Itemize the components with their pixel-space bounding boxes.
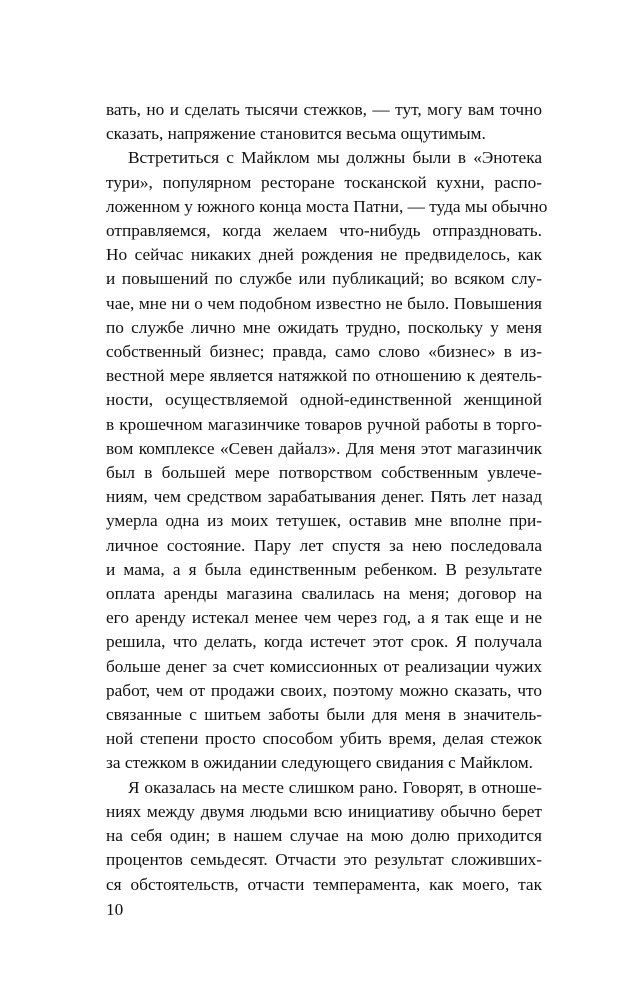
page-number: 10 [106,900,124,919]
text-line: решила, что делать, когда истечет этот срок. Я получала [106,632,542,652]
text-line: ниях между двумя людьми всю инициативу обычно берет [106,801,542,821]
text-line: Встретиться с Майклом мы должны были в «Энотека [128,148,542,168]
text-line: отправляемся, когда желаем что-нибудь отпраздновать. [106,221,542,241]
text-line: на себя один; в нашем случае на мою долю приходится [106,826,542,846]
text-line: ниям, чем средством зарабатывания денег. Пять лет назад [106,487,542,507]
text-line: и мама, а я была единственным ребенком. В результате [106,559,542,579]
text-line: за стежком в ожидании следующего свидания с Майклом. [106,753,533,773]
text-line: Но сейчас никаких дней рождения не предвиделось, как [106,245,542,265]
text-line: связанные с шитьем заботы были для меня в значитель- [106,705,542,725]
text-line: умерла одна из моих тетушек, оставив мне вполне при- [106,511,542,531]
text-line: Я оказалась на месте слишком рано. Говорят, в отноше- [128,777,542,797]
text-line: ложенном у южного конца моста Патни, — туда мы обычно [106,196,548,216]
text-line: личное состояние. Пару лет спустя за нею последовала [106,535,542,555]
text-line: ности, осуществляемой одной-единственной женщиной [106,390,542,410]
text-line: процентов семьдесят. Отчасти это результат сложивших- [106,850,542,870]
text-line: оплата аренды магазина свалилась на меня; договор на [106,584,542,604]
body-text [106,98,548,897]
text-line: ной степени просто способом убить время, делая стежок [106,729,542,749]
text-line: больше денег за счет комиссионных от реализации чужих [106,656,542,676]
text-line: его аренду истекал менее чем через год, а я так еще и не [106,608,542,628]
text-line: был в большей мере потворством собственным увлече- [106,463,542,483]
text-line: чае, мне ни о чем подобном известно не было. Повышения [106,293,542,313]
text-line: и повышений по службе или публикаций; во всяком слу- [106,269,542,289]
text-line: вать, но и сделать тысячи стежков, — тут, могу вам точно [106,100,542,119]
text-line: вестной мере является натяжкой по отношению к деятель- [106,366,542,386]
text-line: ся обстоятельств, отчасти темперамента, как моего, так [106,874,542,894]
text-line: работ, чем от продажи своих, поэтому можно сказать, что [106,680,542,700]
text-line: собственный бизнес; правда, само слово «бизнес» в из- [106,342,542,362]
text-line: тури», популярном ресторане тосканской кухни, распо- [106,172,542,192]
text-line: по службе лично мне ожидать трудно, поскольку у меня [106,317,542,337]
text-line: сказать, напряжение становится весьма ощутимым. [106,124,486,144]
text-line: вом комплексе «Севен дайалз». Для меня этот магазинчик [106,438,542,458]
text-line: в крошечном магазинчике товаров ручной работы в торго- [106,414,542,434]
